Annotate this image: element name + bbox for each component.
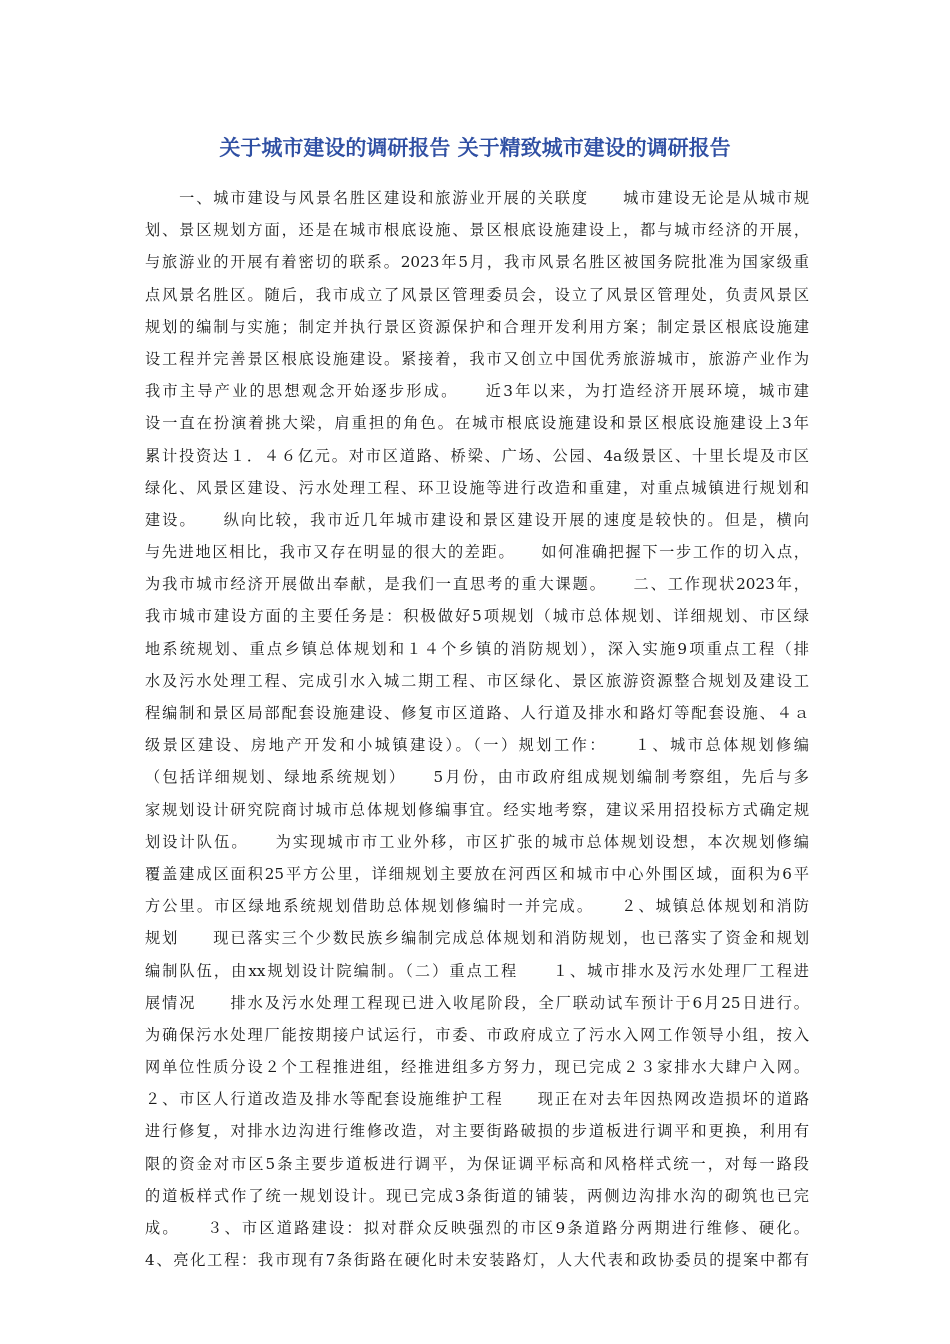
body-line: 我市城市建设方面的主要任务是：积极做好5项规划（城市总体规划、详细规划、市区绿	[145, 607, 809, 626]
body-line: 划、景区规划方面，还是在城市根底设施、景区根底设施建设上，都与城市经济的开展，	[145, 221, 809, 240]
body-line: 级景区建设、房地产开发和小城镇建设）。（一）规划工作： １、城市总体规划修编	[145, 736, 809, 755]
body-line: 的道板样式作了统一规划设计。现已完成3条街道的铺装，两侧边沟排水沟的砌筑也已完	[145, 1186, 809, 1205]
body-line: 水及污水处理工程、完成引水入城二期工程、市区绿化、景区旅游资源整合规划及建设工	[145, 671, 809, 690]
body-line: 设工程并完善景区根底设施建设。紧接着，我市又创立中国优秀旅游城市，旅游产业作为	[145, 349, 809, 368]
body-line: 累计投资达１．４６亿元。对市区道路、桥梁、广场、公园、4a级景区、十里长堤及市区	[145, 446, 809, 465]
body-line: 覆盖建成区面积25平方公里，详细规划主要放在河西区和城市中心外围区域，面积为6平	[145, 864, 809, 883]
body-line: 我市主导产业的思想观念开始逐步形成。 近3年以来，为打造经济开展环境，城市建	[145, 382, 809, 401]
body-line: 为我市城市经济开展做出奉献，是我们一直思考的重大课题。 二、工作现状2023年，	[145, 575, 809, 594]
body-line: 与先进地区相比，我市又存在明显的很大的差距。 如何准确把握下一步工作的切入点，	[145, 543, 809, 562]
body-line: ２、市区人行道改造及排水等配套设施维护工程 现正在对去年因热网改造损坏的道路	[145, 1090, 809, 1109]
body-line: 网单位性质分设２个工程推进组，经推进组多方努力，现已完成２３家排水大肆户入网。	[145, 1058, 809, 1077]
body-line: 点风景名胜区。随后，我市成立了风景区管理委员会，设立了风景区管理处，负责风景区	[145, 285, 809, 304]
body-line: 与旅游业的开展有着密切的联系。2023年5月，我市风景名胜区被国务院批准为国家级重	[145, 253, 809, 272]
body-line: 方公里。市区绿地系统规划借助总体规划修编时一并完成。 ２、城镇总体规划和消防	[145, 897, 809, 916]
body-line: 进行修复，对排水边沟进行维修改造，对主要街路破损的步道板进行调平和更换，利用有	[145, 1122, 809, 1141]
body-line: 设一直在扮演着挑大梁，肩重担的角色。在城市根底设施建设和景区根底设施建设上3年	[145, 414, 809, 433]
body-line: 划设计队伍。 为实现城市市工业外移，市区扩张的城市总体规划设想，本次规划修编	[145, 832, 809, 851]
body-line: 一、城市建设与风景名胜区建设和旅游业开展的关联度 城市建设无论是从城市规	[145, 189, 809, 207]
body-line: 为确保污水处理厂能按期接户试运行，市委、市政府成立了污水入网工作领导小组，按入	[145, 1025, 809, 1044]
body-line: 限的资金对市区5条主要步道板进行调平，为保证调平标高和风格样式统一，对每一路段	[145, 1154, 809, 1173]
body-line: 建设。 纵向比较，我市近几年城市建设和景区建设开展的速度是较快的。但是，横向	[145, 510, 809, 529]
body-line: 地系统规划、重点乡镇总体规划和１４个乡镇的消防规划），深入实施9项重点工程（排	[145, 639, 809, 658]
body-line: 绿化、风景区建设、污水处理工程、环卫设施等进行改造和重建，对重点城镇进行规划和	[145, 478, 809, 497]
body-line: 规划的编制与实施；制定并执行景区资源保护和合理开发利用方案；制定景区根底设施建	[145, 317, 809, 336]
body-line: 编制队伍，由xx规划设计院编制。（二）重点工程 １、城市排水及污水处理厂工程进	[145, 961, 809, 980]
body-line: 家规划设计研究院商讨城市总体规划修编事宜。经实地考察，建议采用招投标方式确定规	[145, 800, 809, 819]
body-line: 展情况 排水及污水处理工程现已进入收尾阶段，全厂联动试车预计于6月25日进行。	[145, 993, 809, 1012]
body-line: 规划 现已落实三个少数民族乡编制完成总体规划和消防规划，也已落实了资金和规划	[145, 929, 809, 948]
document-title: 关于城市建设的调研报告 关于精致城市建设的调研报告	[219, 136, 731, 160]
body-line: 成。 ３、市区道路建设：拟对群众反映强烈的市区9条道路分两期进行维修、硬化。	[145, 1219, 809, 1237]
body-line: 程编制和景区局部配套设施建设、修复市区道路、人行道及排水和路灯等配套设施、４ａ	[145, 704, 809, 722]
document-body	[145, 182, 809, 1276]
body-line: 4、亮化工程：我市现有7条街路在硬化时未安装路灯，人大代表和政协委员的提案中都有	[145, 1251, 809, 1270]
body-line: （包括详细规划、绿地系统规划） 5月份，由市政府组成规划编制考察组，先后与多	[145, 768, 809, 787]
